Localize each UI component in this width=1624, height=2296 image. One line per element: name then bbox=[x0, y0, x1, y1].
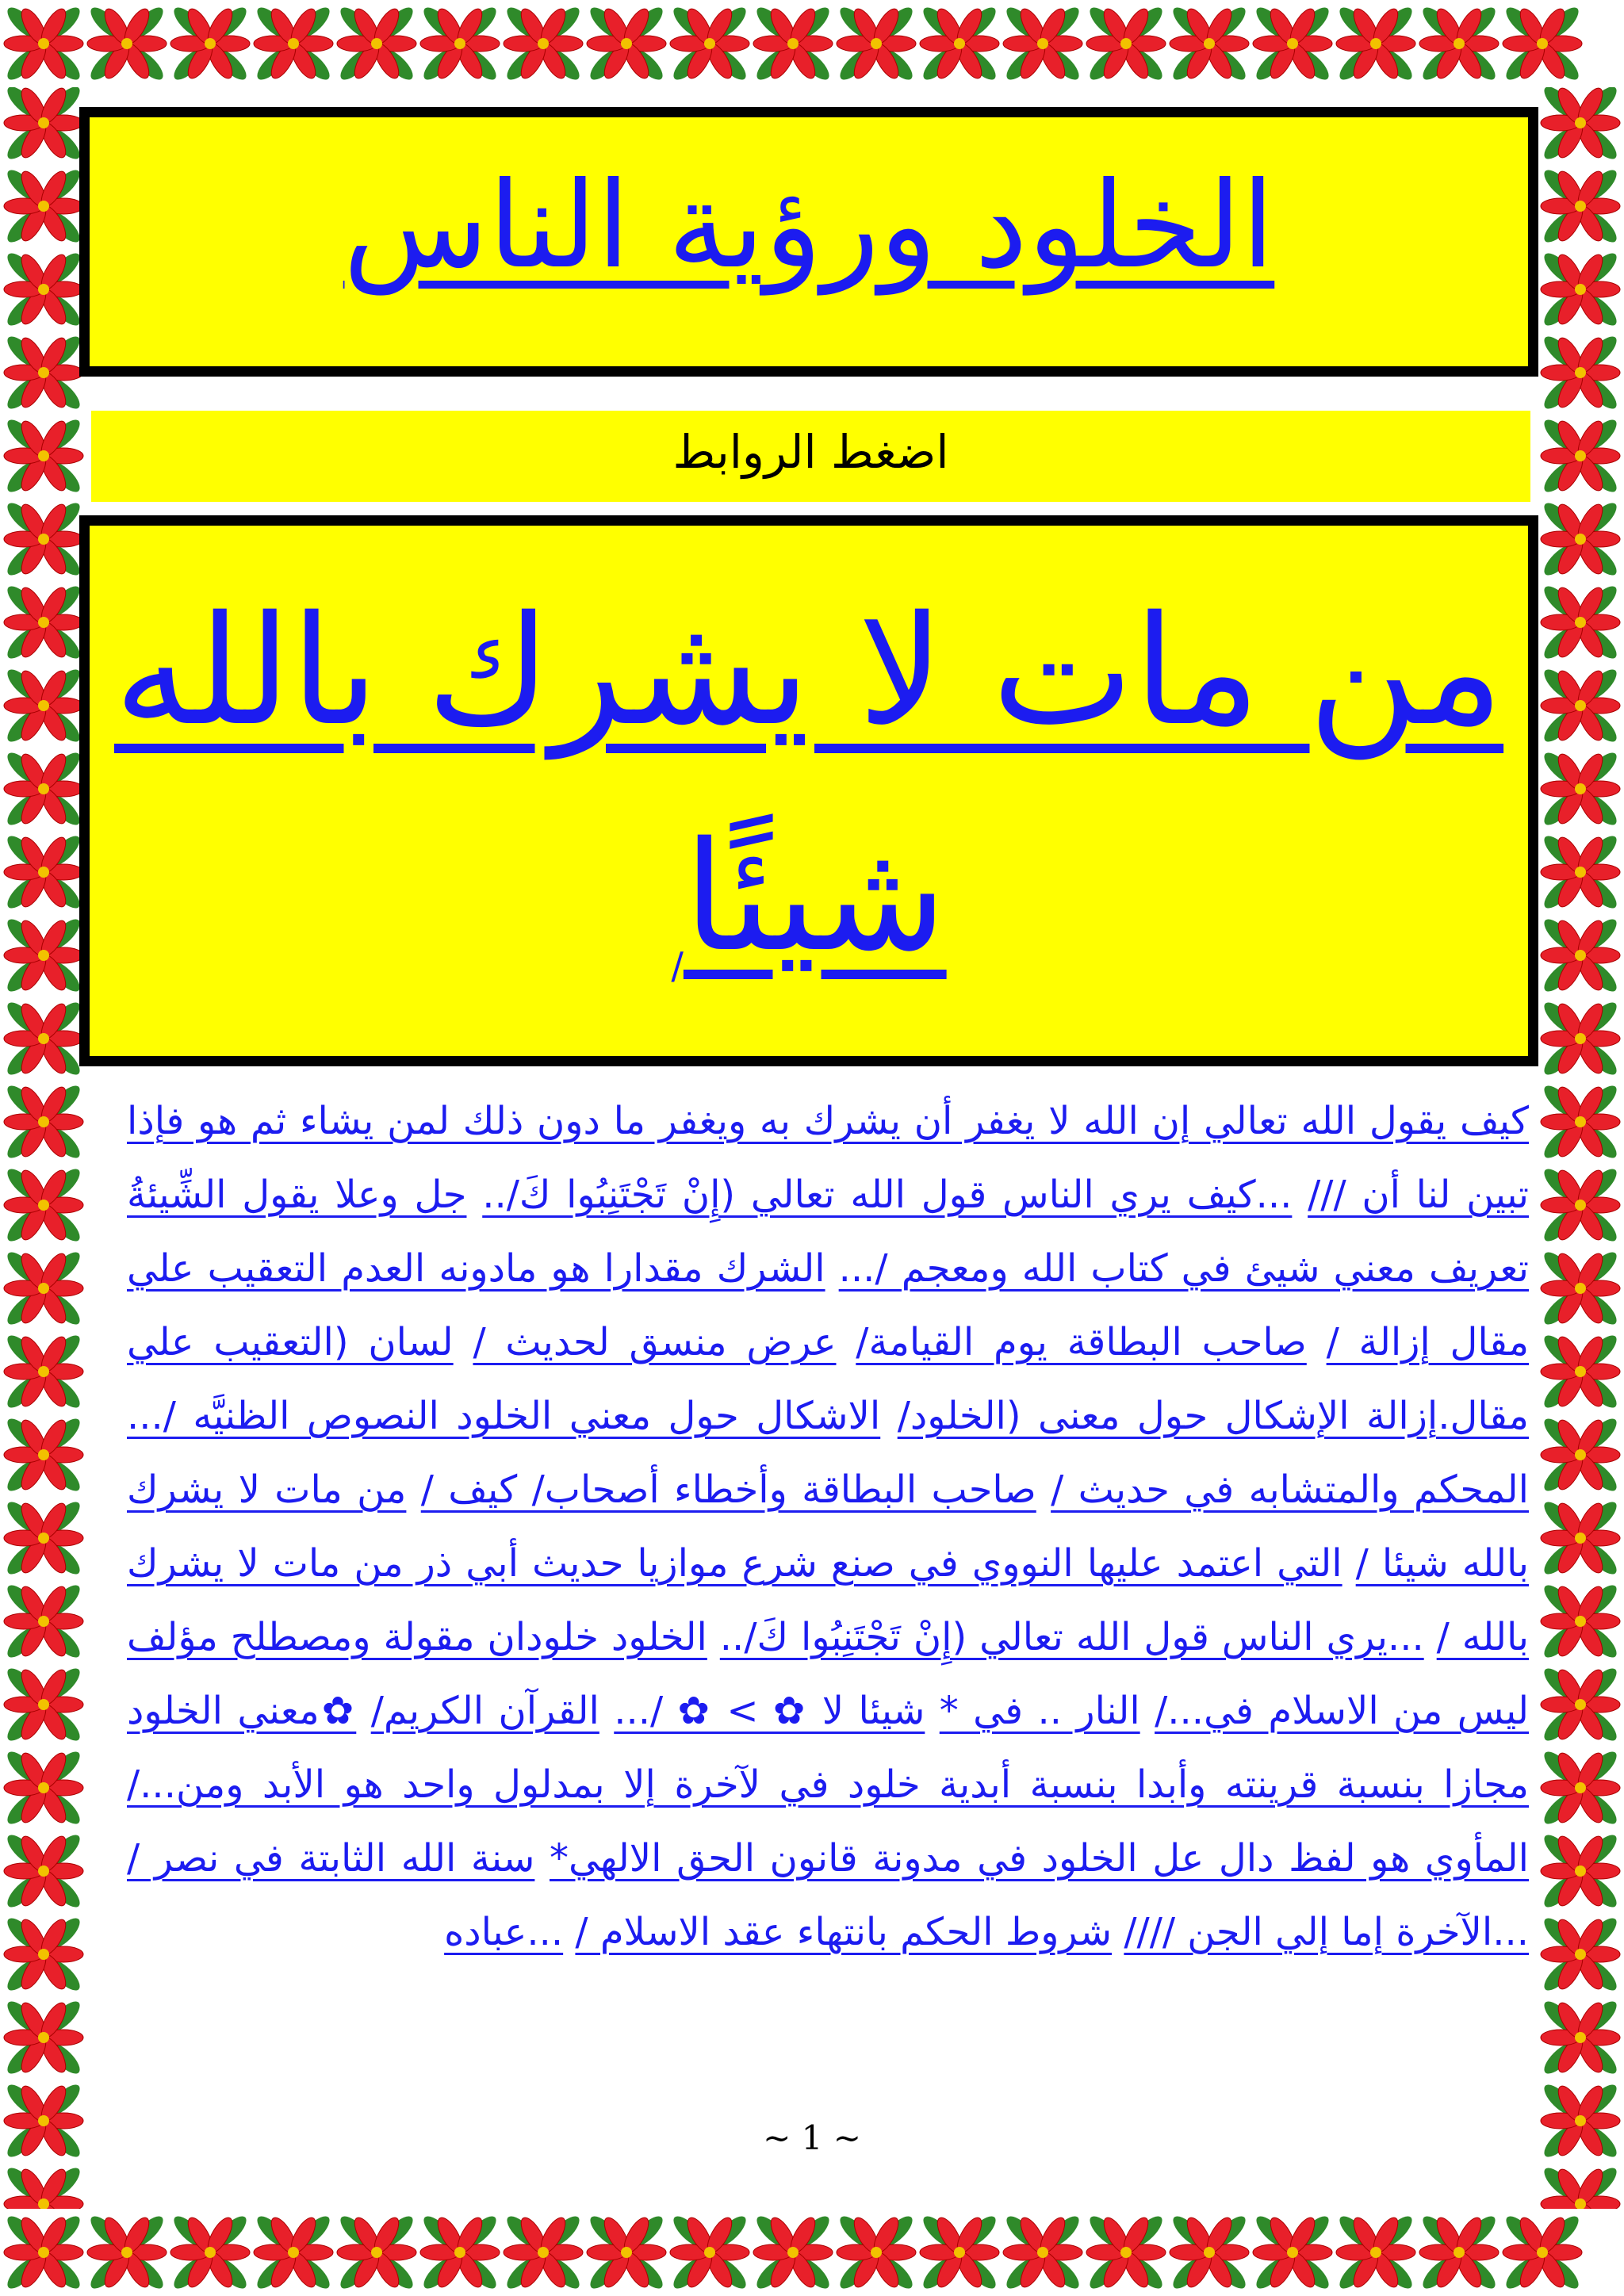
poinsettia-flower-icon bbox=[3, 166, 85, 247]
poinsettia-flower-icon bbox=[753, 3, 834, 85]
poinsettia-flower-icon bbox=[1540, 87, 1622, 163]
link-item[interactable]: المأوي هو لفظ دال عل الخلود في مدونة قانون الحق الالهي* bbox=[550, 1836, 1529, 1881]
link-item[interactable]: من مات لا يشرك بالله شيئا / bbox=[127, 1468, 1530, 1586]
link-item[interactable]: النار .. في * bbox=[939, 1689, 1140, 1733]
poinsettia-flower-icon bbox=[1540, 166, 1622, 247]
poinsettia-flower-icon bbox=[3, 2212, 85, 2294]
poinsettia-flower-icon bbox=[3, 1581, 85, 1663]
link-item[interactable]: القرآن الكريم/ bbox=[370, 1689, 599, 1733]
poinsettia-flower-icon bbox=[1540, 1331, 1622, 1413]
poinsettia-flower-icon bbox=[253, 3, 335, 85]
poinsettia-flower-icon bbox=[3, 998, 85, 1080]
poinsettia-flower-icon bbox=[1419, 2212, 1500, 2294]
poinsettia-flower-icon bbox=[1002, 3, 1084, 85]
link-item[interactable]: لسان (التعقيب علي مقال.إزالة الإشكال حول معنى (الخلود/ bbox=[127, 1320, 1529, 1438]
poinsettia-flower-icon bbox=[3, 915, 85, 997]
poinsettia-flower-icon bbox=[1002, 2212, 1084, 2294]
poinsettia-flower-icon bbox=[86, 2212, 168, 2294]
link-item[interactable]: الخلود خلودان مقولة ومصطلح مؤلف ليس من الاسلام في.../ bbox=[127, 1615, 1530, 1733]
poinsettia-flower-icon bbox=[1502, 3, 1584, 85]
link-item[interactable]: الشرك مقدارا هو مادونه العدم التعقيب علي مقال إزالة / bbox=[127, 1246, 1530, 1364]
poinsettia-flower-icon bbox=[3, 87, 85, 163]
poinsettia-flower-icon bbox=[170, 3, 251, 85]
poinsettia-flower-icon bbox=[253, 2212, 335, 2294]
poinsettia-flower-icon bbox=[1169, 2212, 1251, 2294]
poinsettia-flower-icon bbox=[3, 1248, 85, 1330]
poinsettia-flower-icon bbox=[1540, 998, 1622, 1080]
poinsettia-flower-icon bbox=[3, 748, 85, 830]
poinsettia-flower-icon bbox=[3, 1414, 85, 1496]
page-title: الخلود ورؤية الناس bbox=[343, 157, 1275, 295]
poinsettia-flower-icon bbox=[3, 499, 85, 580]
subtitle-bar bbox=[91, 411, 1530, 502]
poinsettia-flower-icon bbox=[919, 2212, 1001, 2294]
poinsettia-flower-icon bbox=[3, 582, 85, 664]
poinsettia-flower-icon bbox=[1540, 1997, 1622, 2079]
poinsettia-flower-icon bbox=[1540, 748, 1622, 830]
flower-border-top bbox=[0, 0, 1624, 87]
page-number: ~ 1 ~ bbox=[763, 2118, 861, 2157]
poinsettia-flower-icon bbox=[3, 1997, 85, 2079]
poinsettia-flower-icon bbox=[3, 832, 85, 913]
poinsettia-flower-icon bbox=[3, 1165, 85, 1246]
poinsettia-flower-icon bbox=[1540, 832, 1622, 913]
heading-box bbox=[79, 515, 1538, 1066]
poinsettia-flower-icon bbox=[1252, 2212, 1334, 2294]
poinsettia-flower-icon bbox=[1540, 415, 1622, 497]
link-item[interactable]: ✿معني الخلود مجازا بنسبة قرينته وأبدا بنسبة أبدية خلود في لآخرة إلا بمدلول واحد هو الأبد ومن.../ bbox=[127, 1689, 1529, 1807]
poinsettia-flower-icon bbox=[1252, 3, 1334, 85]
link-item[interactable]: ...عباده bbox=[444, 1910, 564, 1954]
poinsettia-flower-icon bbox=[1540, 582, 1622, 664]
heading-line-2 bbox=[90, 807, 1528, 988]
link-item[interactable]: الاشكال حول معني الخلود النصوص الظنيَّه /... bbox=[127, 1394, 881, 1438]
link-item[interactable]: صاحب البطاقة وأخطاء أصحاب/ كيف / bbox=[420, 1468, 1036, 1512]
poinsettia-flower-icon bbox=[1086, 2212, 1167, 2294]
poinsettia-flower-icon bbox=[3, 1498, 85, 1579]
poinsettia-flower-icon bbox=[753, 2212, 834, 2294]
poinsettia-flower-icon bbox=[1335, 2212, 1417, 2294]
poinsettia-flower-icon bbox=[1540, 1914, 1622, 1996]
poinsettia-flower-icon bbox=[503, 2212, 584, 2294]
poinsettia-flower-icon bbox=[669, 2212, 751, 2294]
poinsettia-flower-icon bbox=[3, 249, 85, 331]
poinsettia-flower-icon bbox=[3, 665, 85, 747]
links-paragraph bbox=[127, 1085, 1529, 1969]
poinsettia-flower-icon bbox=[1540, 1498, 1622, 1579]
poinsettia-flower-icon bbox=[3, 2164, 85, 2209]
poinsettia-flower-icon bbox=[170, 2212, 251, 2294]
poinsettia-flower-icon bbox=[919, 3, 1001, 85]
poinsettia-flower-icon bbox=[3, 1081, 85, 1163]
poinsettia-flower-icon bbox=[836, 3, 917, 85]
poinsettia-flower-icon bbox=[1540, 1414, 1622, 1496]
poinsettia-flower-icon bbox=[1540, 332, 1622, 414]
poinsettia-flower-icon bbox=[86, 3, 168, 85]
link-item[interactable]: سنة الله الثابتة في نصر / bbox=[127, 1836, 535, 1881]
poinsettia-flower-icon bbox=[1540, 1831, 1622, 1912]
poinsettia-flower-icon bbox=[1540, 249, 1622, 331]
poinsettia-flower-icon bbox=[1540, 499, 1622, 580]
heading-slash: / bbox=[671, 943, 684, 987]
link-item[interactable]: عرض منسق لحديث / bbox=[473, 1320, 837, 1364]
poinsettia-flower-icon bbox=[1540, 915, 1622, 997]
poinsettia-flower-icon bbox=[3, 1747, 85, 1829]
poinsettia-flower-icon bbox=[1540, 1747, 1622, 1829]
poinsettia-flower-icon bbox=[3, 415, 85, 497]
subtitle: اضغط الروابط bbox=[672, 425, 949, 479]
link-item[interactable]: ...كيف يري الناس قول الله تعالي (إِنْ تَجْتَنِبُوا كَ/.. bbox=[482, 1173, 1293, 1217]
poinsettia-flower-icon bbox=[336, 2212, 418, 2294]
poinsettia-flower-icon bbox=[419, 2212, 501, 2294]
poinsettia-flower-icon bbox=[586, 2212, 668, 2294]
poinsettia-flower-icon bbox=[3, 332, 85, 414]
poinsettia-flower-icon bbox=[503, 3, 584, 85]
poinsettia-flower-icon bbox=[1540, 1165, 1622, 1246]
title-box bbox=[79, 107, 1538, 377]
poinsettia-flower-icon bbox=[586, 3, 668, 85]
link-item[interactable]: شيئا لا ✿ > ✿ /... bbox=[614, 1689, 925, 1733]
poinsettia-flower-icon bbox=[3, 3, 85, 85]
link-item[interactable]: ...الآخرة إما إلي الجن //// bbox=[1124, 1910, 1529, 1954]
poinsettia-flower-icon bbox=[1502, 2212, 1584, 2294]
poinsettia-flower-icon bbox=[3, 1331, 85, 1413]
poinsettia-flower-icon bbox=[1540, 1248, 1622, 1330]
poinsettia-flower-icon bbox=[1540, 1581, 1622, 1663]
poinsettia-flower-icon bbox=[3, 1831, 85, 1912]
link-item[interactable]: التي اعتمد عليها النووي في صنع شرع موازيا حديث أبي ذر من مات لا يشرك بالله / bbox=[127, 1541, 1530, 1659]
heading-line-1: من مات لا يشرك بالله bbox=[113, 584, 1504, 759]
link-item[interactable]: جل وعلا يقول الشِّيئةُ تعريف معني شيئ في كتاب الله ومعجم /... bbox=[127, 1173, 1529, 1291]
poinsettia-flower-icon bbox=[1540, 1664, 1622, 1746]
poinsettia-flower-icon bbox=[336, 3, 418, 85]
link-item[interactable]: شروط الحكم بانتهاء عقد الاسلام / bbox=[575, 1910, 1113, 1954]
flower-border-right bbox=[1537, 87, 1624, 2209]
poinsettia-flower-icon bbox=[1335, 3, 1417, 85]
poinsettia-flower-icon bbox=[1169, 3, 1251, 85]
link-item[interactable]: كيف يقول الله تعالي إن الله لا يغفر أن يشرك به ويغفر ما دون ذلك لمن يشاء ثم هو فإذا تبين لنا أن /// bbox=[127, 1099, 1529, 1217]
poinsettia-flower-icon bbox=[1540, 2164, 1622, 2209]
poinsettia-flower-icon bbox=[1086, 3, 1167, 85]
flower-border-left bbox=[0, 87, 87, 2209]
link-item[interactable]: صاحب البطاقة يوم القيامة/ bbox=[856, 1320, 1307, 1364]
poinsettia-flower-icon bbox=[3, 1914, 85, 1996]
poinsettia-flower-icon bbox=[669, 3, 751, 85]
poinsettia-flower-icon bbox=[1540, 665, 1622, 747]
link-item[interactable]: ...يري الناس قول الله تعالي (إِنْ تَجْتَنِبُوا كَ/.. bbox=[719, 1615, 1424, 1659]
poinsettia-flower-icon bbox=[836, 2212, 917, 2294]
poinsettia-flower-icon bbox=[3, 1664, 85, 1746]
heading-line-2-word: شيئًا bbox=[683, 809, 947, 985]
poinsettia-flower-icon bbox=[1419, 3, 1500, 85]
flower-border-bottom bbox=[0, 2209, 1624, 2296]
poinsettia-flower-icon bbox=[419, 3, 501, 85]
link-item[interactable]: المحكم والمتشابه في حديث / bbox=[1051, 1468, 1529, 1512]
poinsettia-flower-icon bbox=[1540, 1081, 1622, 1163]
